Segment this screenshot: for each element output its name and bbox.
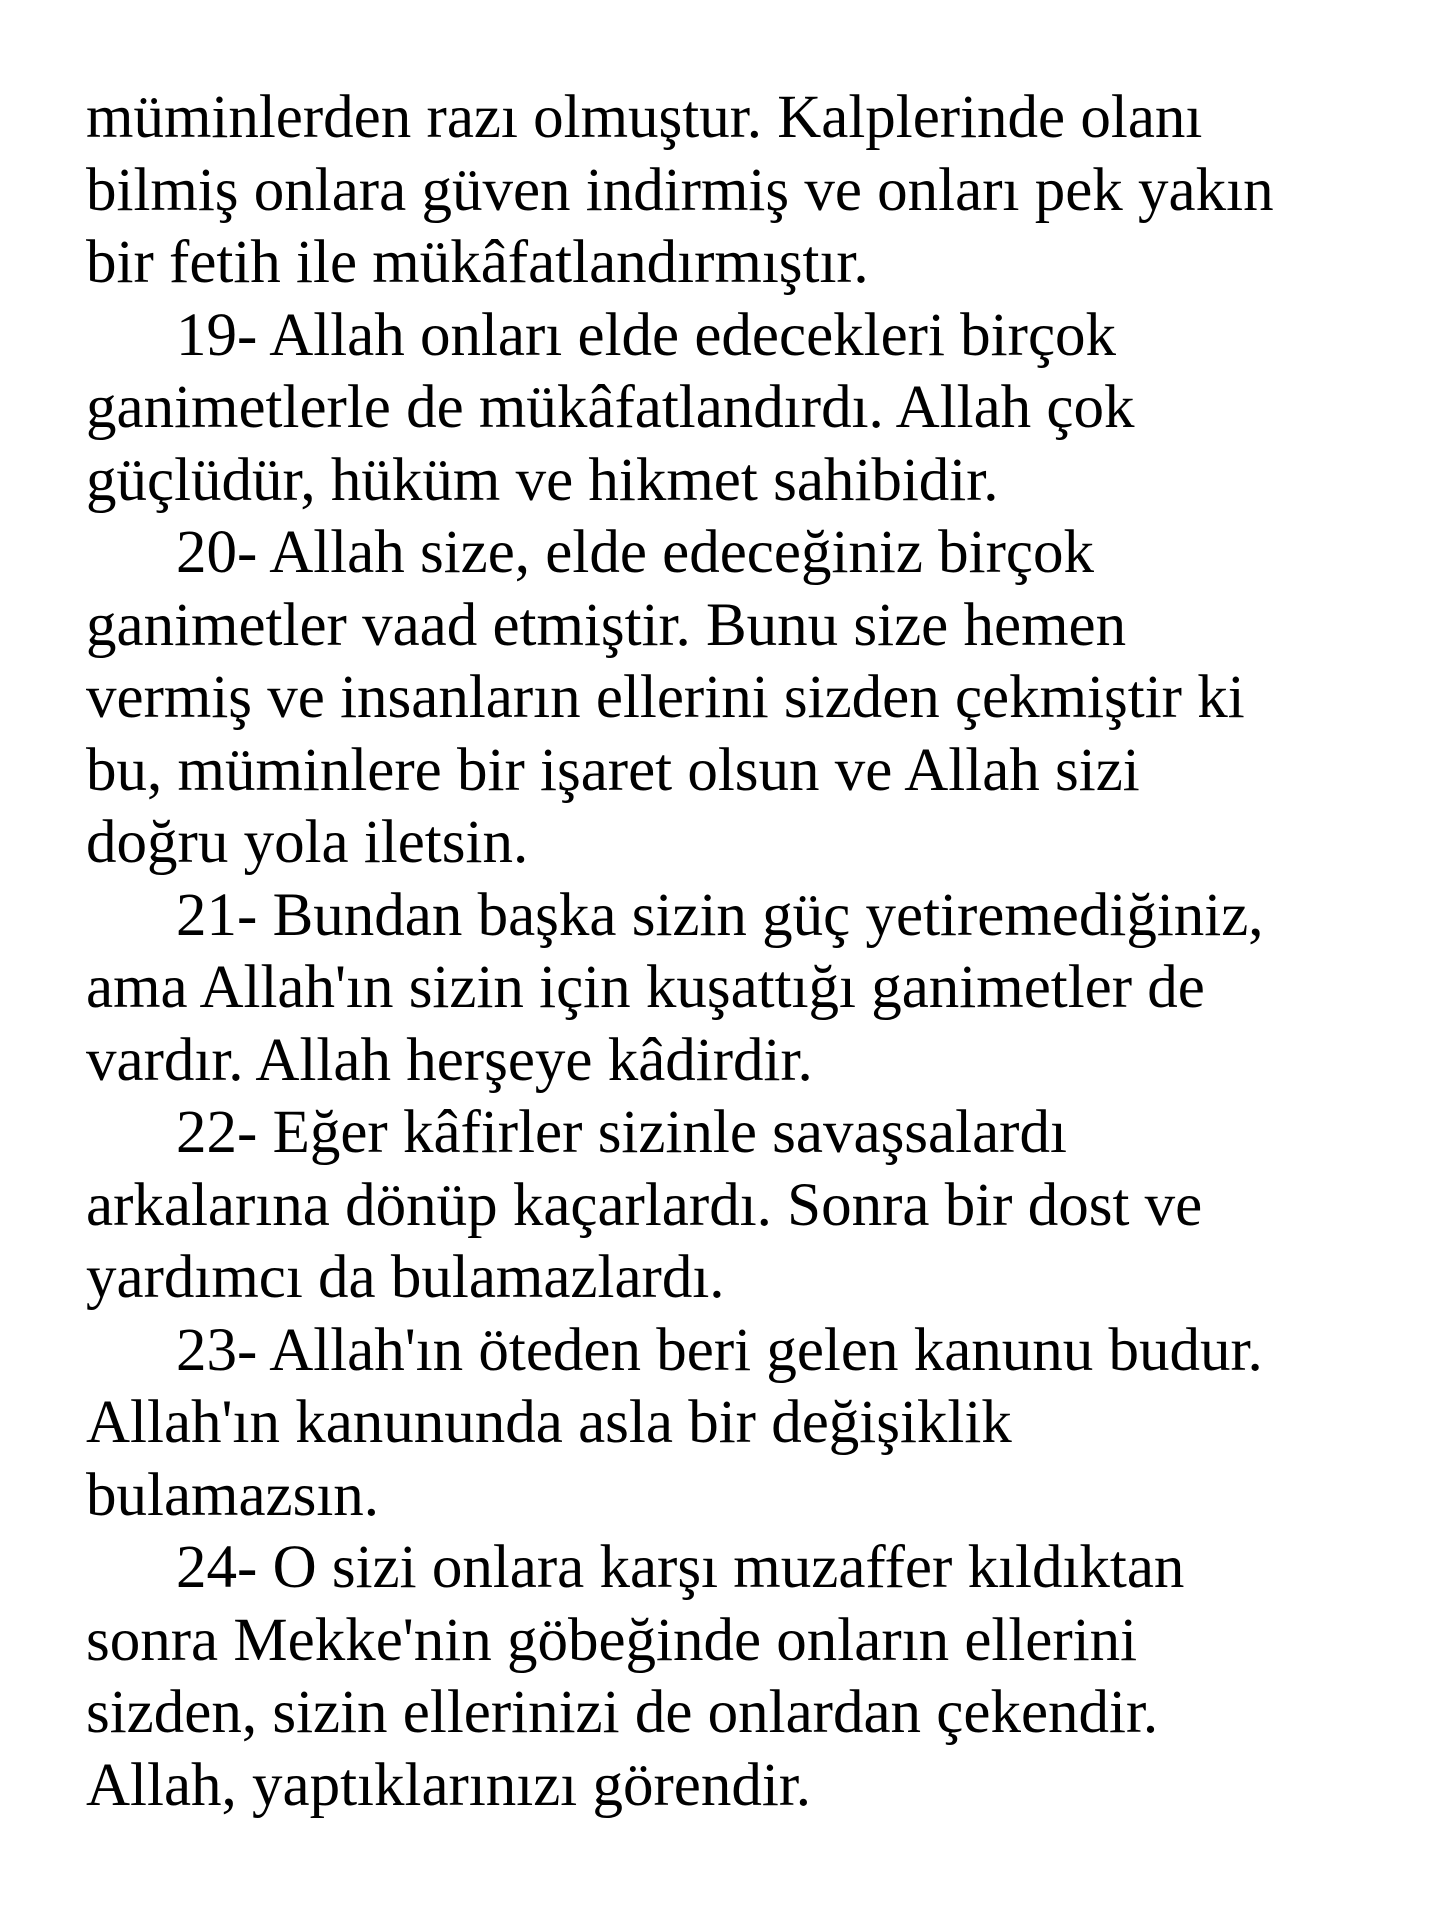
paragraph-start-line: 19- Allah onları elde edecekleri birçok [176,301,1117,369]
paragraph-start-line: 21- Bundan başka sizin güç yetiremediğiniz, [176,881,1264,949]
paragraph-start-line: 23- Allah'ın öteden beri gelen kanunu budur. [176,1316,1263,1384]
paragraph-start-line: 22- Eğer kâfirler sizinle savaşsalardı [176,1099,1067,1166]
text-line: sizden, sizin ellerinizi de onlardan çekendir. [86,1679,1159,1746]
text-line: Allah, yaptıklarınızı görendir. [86,1751,812,1819]
body-text [86,82,1406,1822]
text-line: ganimetlerle de mükâfatlandırdı. Allah çok [86,374,1135,441]
text-line: bulamazsın. [86,1461,380,1529]
paragraph-start-line: 20- Allah size, elde edeceğiniz birçok [176,519,1095,586]
text-line: bilmiş onlara güven indirmiş ve onları pek yakın [86,156,1274,224]
text-line: bir fetih ile mükâfatlandırmıştır. [86,229,869,296]
text-line: ganimetler vaad etmiştir. Bunu size hemen [86,591,1127,659]
text-line: sonra Mekke'nin göbeğinde onların ellerini [86,1606,1138,1674]
text-line: doğru yola iletsin. [86,809,529,876]
text-line: ama Allah'ın sizin için kuşattığı ganimetler de [86,954,1205,1021]
text-line: bu, müminlere bir işaret olsun ve Allah sizi [86,736,1140,804]
text-line: yardımcı da bulamazlardı. [86,1244,725,1311]
text-line: Allah'ın kanununda asla bir değişiklik [86,1389,1012,1456]
text-line: vardır. Allah herşeye kâdirdir. [86,1026,813,1094]
text-line: müminlerden razı olmuştur. Kalplerinde olanı [86,84,1203,151]
text-line: arkalarına dönüp kaçarlardı. Sonra bir dost ve [86,1171,1203,1239]
text-line: güçlüdür, hüküm ve hikmet sahibidir. [86,446,999,514]
paragraph-start-line: 24- O sizi onlara karşı muzaffer kıldıktan [176,1534,1185,1601]
text-line: vermiş ve insanların ellerini sizden çekmiştir ki [86,664,1245,731]
